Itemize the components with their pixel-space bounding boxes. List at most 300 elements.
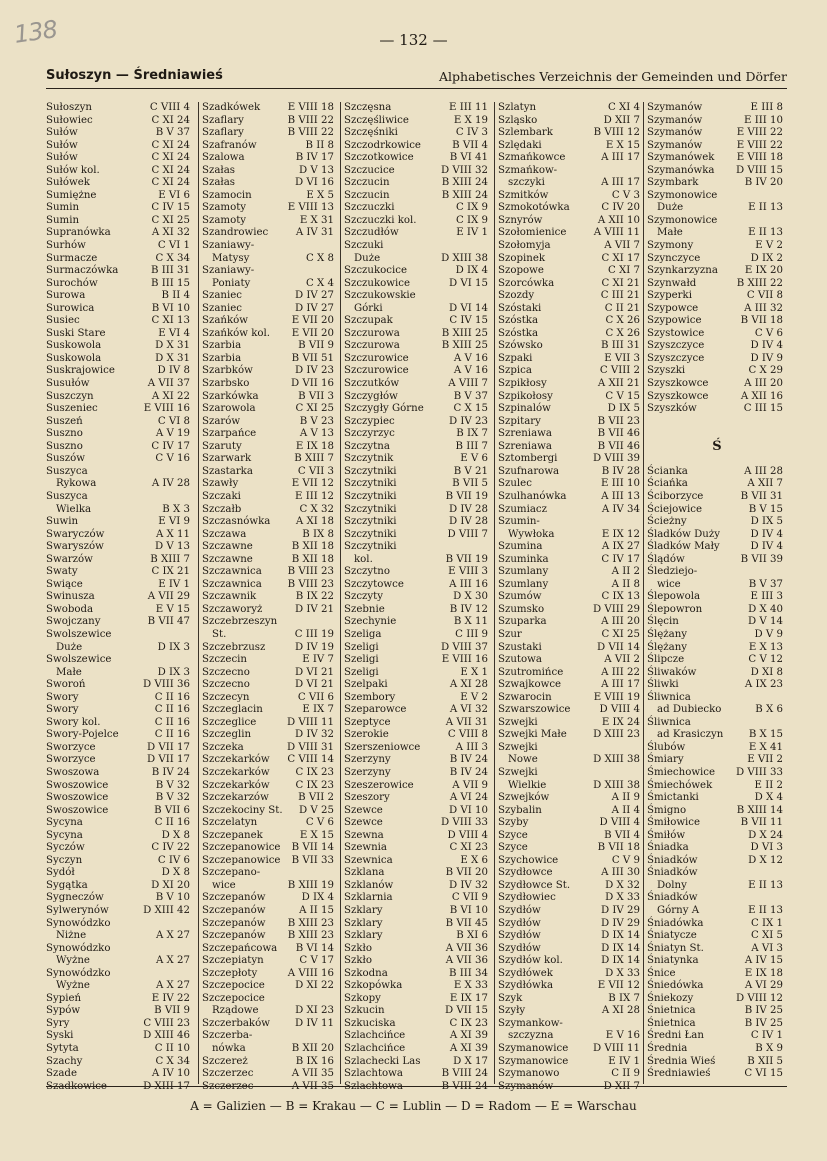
map-reference: D X 4: [754, 792, 783, 804]
map-reference: D VIII 37: [440, 641, 488, 653]
place-name: Śniatycze: [647, 930, 697, 942]
section-letter-heading: Ś: [712, 438, 722, 454]
index-entry: [46, 165, 194, 178]
place-name: Śledziejo-: [647, 566, 698, 578]
map-reference: A XI 32: [151, 227, 190, 239]
map-reference: C XI 17: [601, 252, 640, 264]
place-name: Szczerzec: [202, 1080, 254, 1092]
index-entry: [647, 654, 787, 667]
index-entry: [647, 968, 787, 981]
place-name: Małe: [56, 666, 82, 678]
map-reference: B VII 9: [298, 340, 334, 352]
place-name: Szreniawa: [498, 428, 552, 440]
index-entry: [498, 579, 644, 592]
place-name: Szczecno: [202, 679, 250, 691]
index-entry: [202, 692, 338, 705]
index-entry: [344, 227, 492, 240]
map-reference: C II 16: [154, 729, 190, 741]
index-entry: [647, 729, 787, 742]
map-reference: C II 9: [611, 1068, 640, 1080]
place-name: Wyżne: [56, 980, 90, 992]
map-reference: A XII 16: [740, 390, 783, 402]
place-name: Szpica: [498, 365, 532, 377]
map-reference: B VI 10: [449, 905, 488, 916]
index-entry: [498, 504, 644, 517]
index-entry: [647, 993, 787, 1006]
place-name: Śniatyn St.: [647, 942, 704, 954]
index-entry: [647, 817, 787, 830]
index-entry: [46, 541, 194, 554]
index-entry: [344, 140, 492, 153]
place-name: Szczytniki: [344, 516, 397, 528]
map-reference: D VIII 11: [286, 716, 334, 728]
map-reference: B XIII 24: [441, 177, 488, 189]
map-reference: D VI 16: [295, 177, 334, 189]
place-name: Szczyrzyc: [344, 428, 395, 440]
map-reference: B XI 6: [456, 930, 488, 942]
map-reference: D VI 21: [295, 666, 334, 678]
index-entry: [647, 516, 787, 529]
place-name: Szarowola: [202, 403, 256, 415]
map-reference: A XI 18: [295, 516, 334, 528]
place-name: Szczeglacin: [202, 704, 263, 716]
map-reference: D IX 14: [601, 930, 640, 942]
index-entry: [344, 654, 492, 667]
index-entry: [498, 190, 644, 203]
map-reference: D X 30: [453, 591, 488, 603]
place-name: Suszeniec: [46, 403, 98, 415]
index-entry: [46, 742, 194, 755]
place-name: Szaniec: [202, 290, 242, 302]
index-entry: [498, 616, 644, 629]
map-reference: B IX 7: [456, 428, 488, 440]
place-name: Szymankow-: [498, 1017, 563, 1029]
index-entry: [46, 403, 194, 416]
place-name: Synowódzko: [46, 967, 111, 979]
index-entry: [647, 892, 787, 905]
index-entry: [498, 780, 644, 793]
index-entry: [647, 842, 787, 855]
index-entry: [202, 591, 338, 604]
index-entry: [498, 378, 644, 391]
place-name: Swolszewice: [46, 654, 112, 666]
index-entry: [202, 278, 338, 291]
map-reference: C II 16: [154, 716, 190, 728]
place-name: Sułów kol.: [46, 164, 100, 176]
place-name: Śnice: [647, 967, 676, 979]
index-entry: [498, 202, 644, 215]
map-reference: D VIII 4: [599, 704, 640, 716]
index-entry: [344, 152, 492, 165]
index-entry: [498, 365, 644, 378]
map-reference: C V 6: [754, 327, 783, 339]
index-entry: [344, 365, 492, 378]
place-name: Szczęśliwice: [344, 114, 409, 126]
place-name: Szyce: [498, 829, 528, 841]
index-entry: [202, 365, 338, 378]
place-name: Szydłów: [498, 917, 541, 929]
map-reference: C XI 24: [151, 164, 190, 176]
place-name: Szumiacz: [498, 503, 547, 515]
index-column-4: [498, 102, 644, 1092]
map-reference: E IX 24: [601, 716, 640, 728]
place-name: Szarpańce: [202, 428, 257, 440]
map-reference: B X 3: [162, 503, 190, 515]
index-entry: [344, 1018, 492, 1031]
place-name: Synowódzko: [46, 942, 111, 954]
index-entry: [344, 867, 492, 880]
place-name: Szlachtowa: [344, 1080, 403, 1092]
index-entry: [46, 290, 194, 303]
place-name: Szkopy: [344, 992, 381, 1004]
place-name: Szczecyn: [202, 691, 250, 703]
index-entry: [46, 190, 194, 203]
index-entry: [46, 729, 194, 742]
map-reference: E VII 20: [291, 327, 334, 339]
map-reference: B VIII 24: [441, 1068, 488, 1080]
map-reference: C VI 15: [744, 1068, 783, 1080]
map-reference: B VII 18: [740, 315, 783, 327]
map-reference: D IV 27: [295, 302, 334, 314]
map-reference: B V 23: [299, 415, 334, 427]
index-entry: [647, 805, 787, 818]
index-entry: [46, 830, 194, 843]
place-name: Nowe: [508, 754, 538, 766]
map-reference: D XIII 38: [441, 252, 488, 264]
place-name: Szarbków: [202, 365, 253, 377]
map-reference: E III 3: [750, 591, 783, 603]
map-reference: E II 13: [748, 879, 783, 891]
map-reference: B III 15: [151, 277, 190, 289]
index-entry: [344, 165, 492, 178]
index-entry: [202, 616, 338, 629]
map-reference: E VIII 16: [143, 403, 190, 415]
place-name: Szczucin: [344, 177, 390, 189]
index-entry: [498, 177, 644, 190]
index-entry: [46, 215, 194, 228]
place-name: Szumina: [498, 541, 543, 553]
map-reference: D IV 19: [295, 641, 334, 653]
map-reference: C XI 24: [151, 177, 190, 189]
map-reference: A VII 35: [291, 1080, 334, 1092]
place-name: ad Dubiecko: [657, 704, 722, 716]
index-entry: [202, 441, 338, 454]
map-reference: B XIII 19: [287, 879, 334, 891]
place-name: Szewna: [344, 829, 384, 841]
index-entry: [46, 717, 194, 730]
place-name: Sumiężne: [46, 189, 97, 201]
index-entry: [202, 491, 338, 504]
index-entry: [202, 202, 338, 215]
map-reference: D IV 32: [295, 729, 334, 741]
index-entry: [46, 1043, 194, 1056]
index-entry: [498, 1056, 644, 1069]
map-reference: D VIII 39: [592, 453, 640, 465]
place-name: Swolszewice: [46, 628, 112, 640]
place-name: Szamocin: [202, 189, 252, 201]
index-entry: [46, 817, 194, 830]
map-reference: D XII 7: [603, 114, 640, 126]
index-entry: [498, 453, 644, 466]
place-name: Szaniawy-: [202, 265, 255, 277]
map-reference: B IV 20: [744, 177, 783, 189]
place-name: Szymanów: [498, 1080, 554, 1092]
place-name: Surowica: [46, 302, 95, 314]
index-entry: [344, 980, 492, 993]
index-entry: [344, 616, 492, 629]
map-reference: D XIII 46: [143, 1030, 190, 1042]
place-name: Szczeglice: [202, 716, 257, 728]
map-reference: D VIII 7: [447, 528, 488, 540]
index-entry: [344, 579, 492, 592]
index-entry: [498, 516, 644, 529]
index-entry: [46, 416, 194, 429]
map-reference: B VII 33: [291, 854, 334, 866]
index-entry: [498, 1018, 644, 1031]
map-reference: C X 34: [155, 252, 190, 264]
place-name: Szczodrkowice: [344, 139, 421, 151]
place-name: Szwarocin: [498, 691, 552, 703]
index-entry: [344, 554, 492, 567]
index-entry: [498, 140, 644, 153]
place-name: Szczepłoty: [202, 967, 258, 979]
map-reference: E IV 1: [158, 578, 190, 590]
place-name: Wielkie: [508, 779, 547, 791]
map-reference: D XIII 38: [593, 779, 640, 791]
map-reference: C IV 17: [151, 440, 190, 452]
place-name: Szkło: [344, 942, 372, 954]
place-name: Sznyrów: [498, 214, 543, 226]
index-entry: [647, 353, 787, 366]
index-entry: [202, 993, 338, 1006]
place-name: Synowódzko: [46, 917, 111, 929]
index-entry: [46, 629, 194, 642]
map-reference: B IV 25: [744, 1017, 783, 1029]
index-entry: [202, 554, 338, 567]
place-name: Susiec: [46, 315, 80, 327]
map-reference: C VIII 4: [149, 102, 190, 113]
index-entry: [498, 328, 644, 341]
index-entry: [202, 140, 338, 153]
place-name: wice: [657, 578, 681, 590]
place-name: Szebnie: [344, 603, 385, 615]
index-entry: [202, 767, 338, 780]
index-entry: [46, 554, 194, 567]
place-name: Swiące: [46, 578, 83, 590]
map-reference: C IX 13: [601, 591, 640, 603]
place-name: Sydół: [46, 867, 75, 879]
map-reference: C XI 7: [607, 265, 640, 277]
map-reference: B VII 9: [154, 1005, 190, 1017]
index-entry: [202, 830, 338, 843]
map-reference: A X 27: [155, 955, 190, 967]
index-entry: [647, 127, 787, 140]
map-reference: B VII 20: [445, 867, 488, 879]
place-name: Szczytniki: [344, 478, 397, 490]
index-entry: [344, 1005, 492, 1018]
place-name: Syski: [46, 1030, 74, 1042]
index-entry: [202, 403, 338, 416]
index-entry: [344, 265, 492, 278]
index-entry: [46, 930, 194, 943]
place-name: Szczytniki: [344, 503, 397, 515]
index-entry: [46, 842, 194, 855]
place-name: Szwejki Małe: [498, 729, 567, 741]
index-entry: [498, 754, 644, 767]
map-reference: B V 10: [155, 892, 190, 904]
place-name: Supranówka: [46, 227, 111, 239]
map-reference: C V 17: [299, 955, 334, 967]
index-entry: [647, 955, 787, 968]
map-reference: A VI 32: [449, 704, 488, 716]
index-entry: [498, 278, 644, 291]
index-entry: [647, 227, 787, 240]
index-entry: [498, 253, 644, 266]
index-entry: [647, 378, 787, 391]
map-reference: D VI 3: [750, 842, 783, 854]
place-name: Swory: [46, 691, 79, 703]
index-entry: [647, 504, 787, 517]
place-name: Szmitków: [498, 189, 549, 201]
place-name: Szczepanów: [202, 930, 266, 942]
map-reference: C IV 3: [455, 127, 488, 139]
map-reference: D IX 5: [750, 516, 783, 528]
index-entry: [647, 880, 787, 893]
index-entry: [647, 152, 787, 165]
place-name: Suszeń: [46, 415, 83, 427]
place-name: Szałas: [202, 164, 236, 176]
place-name: Szóstka: [498, 315, 539, 327]
map-reference: D X 31: [155, 340, 190, 352]
place-name: Swoszowice: [46, 804, 109, 816]
map-reference: A III 20: [744, 378, 783, 390]
place-name: Szczepocice: [202, 980, 265, 992]
map-reference: A VII 31: [445, 716, 488, 728]
place-name: Szeligi: [344, 654, 379, 666]
map-reference: E IV 1: [608, 1055, 640, 1067]
index-entry: [46, 516, 194, 529]
place-name: Szadkowice: [46, 1080, 107, 1092]
map-reference: C VIII 2: [599, 365, 640, 377]
place-name: Szlachtowa: [344, 1068, 403, 1080]
map-reference: D IV 29: [601, 905, 640, 916]
place-name: Szeligi: [344, 641, 379, 653]
map-reference: C VIII 14: [287, 754, 334, 766]
map-reference: D IX 14: [601, 942, 640, 954]
place-name: Szczeglin: [202, 729, 252, 741]
map-reference: A IX 27: [601, 541, 640, 553]
map-reference: E IV 1: [456, 227, 488, 239]
place-name: Szmańkowce: [498, 152, 566, 164]
place-name: Szczawa: [202, 528, 247, 540]
map-reference: E X 1: [460, 666, 488, 678]
place-name: Szymanowice: [498, 1043, 569, 1055]
index-entry: [46, 491, 194, 504]
index-entry: [202, 190, 338, 203]
index-entry: [647, 165, 787, 178]
map-reference: D IX 4: [301, 892, 334, 904]
place-name: Szarwark: [202, 453, 252, 465]
place-name: Szymanówka: [647, 164, 715, 176]
map-reference: A III 30: [601, 867, 640, 879]
place-name: Szewce: [344, 817, 383, 829]
place-name: Szreniawa: [498, 440, 552, 452]
place-name: Szczukowskie: [344, 290, 416, 302]
map-reference: B VII 4: [604, 829, 640, 841]
index-entry: [202, 453, 338, 466]
map-reference: D VI 14: [449, 302, 488, 314]
index-entry: [498, 955, 644, 968]
map-reference: D VI 21: [295, 679, 334, 691]
index-entry: [344, 742, 492, 755]
index-entry: [202, 353, 338, 366]
place-name: ad Krasiczyn: [657, 729, 724, 741]
index-entry: [344, 441, 492, 454]
map-reference: D VII 16: [290, 378, 334, 390]
index-entry: [647, 102, 787, 115]
map-reference: D X 8: [161, 867, 190, 879]
place-name: Ślepowron: [647, 603, 703, 615]
map-reference: D IV 27: [295, 290, 334, 302]
map-reference: B XIII 23: [287, 930, 334, 942]
place-name: Szkucin: [344, 1005, 385, 1017]
index-entry: [344, 754, 492, 767]
place-name: Szańków kol.: [202, 327, 271, 339]
index-entry: [46, 428, 194, 441]
place-name: Śliwki: [647, 679, 679, 691]
map-reference: A VIII 16: [287, 967, 334, 979]
map-reference: C X 32: [299, 503, 334, 515]
place-name: Szufnarowa: [498, 465, 560, 477]
map-reference: A IV 34: [601, 503, 640, 515]
index-entry: [344, 918, 492, 931]
index-entry: [498, 165, 644, 178]
index-entry: [202, 328, 338, 341]
place-name: Szyszczyce: [647, 352, 705, 364]
index-entry: [202, 667, 338, 680]
map-reference: B VII 18: [597, 842, 640, 854]
place-name: Szymonowice: [647, 214, 718, 226]
index-entry: [202, 516, 338, 529]
index-entry: [202, 102, 338, 115]
index-entry: [202, 177, 338, 190]
place-name: Górki: [354, 302, 383, 314]
place-name: Surmacze: [46, 252, 98, 264]
map-reference: A XII 7: [747, 478, 783, 490]
map-reference: D X 32: [605, 879, 640, 891]
map-reference: B XIII 7: [294, 453, 334, 465]
place-name: Suszno: [46, 440, 83, 452]
index-entry: [344, 855, 492, 868]
place-name: Szczepanek: [202, 829, 263, 841]
map-reference: C IX 23: [449, 1017, 488, 1029]
index-entry: [46, 115, 194, 128]
map-reference: E IX 17: [449, 992, 488, 1004]
index-entry: [46, 955, 194, 968]
place-name: Śmiłowice: [647, 817, 701, 829]
map-reference: D IV 9: [750, 352, 783, 364]
index-entry: [498, 968, 644, 981]
place-name: Swaryczów: [46, 528, 105, 540]
place-name: Szeszory: [344, 792, 390, 804]
index-entry: [46, 227, 194, 240]
index-entry: [647, 529, 787, 542]
map-reference: D XI 20: [151, 879, 190, 891]
index-entry: [202, 880, 338, 893]
index-entry: [498, 880, 644, 893]
index-entry: [344, 353, 492, 366]
place-name: Szklana: [344, 867, 385, 879]
